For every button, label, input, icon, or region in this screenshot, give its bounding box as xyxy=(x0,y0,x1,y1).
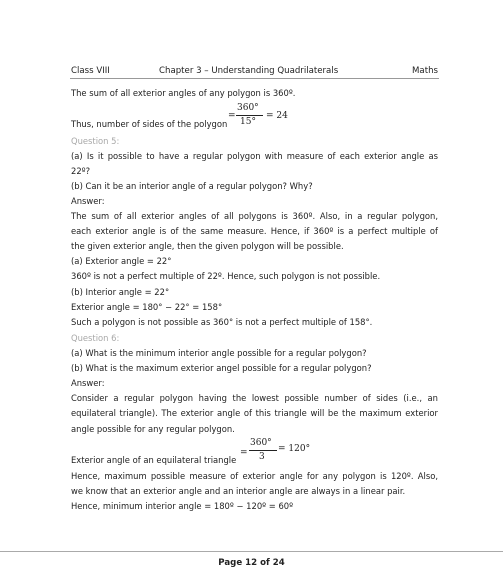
header-divider xyxy=(70,78,439,79)
header-subject: Maths xyxy=(412,66,438,76)
fraction-bar xyxy=(249,450,277,451)
fraction-numerator: 360° xyxy=(237,103,259,113)
fraction-bar xyxy=(236,115,263,116)
text-line: (b) Interior angle = 22° xyxy=(71,287,170,297)
question-heading: Question 5: xyxy=(71,136,120,146)
text-line: (a) Is it possible to have a regular polygon with measure of each exterior angle as xyxy=(71,151,438,161)
text-line: The sum of all exterior angles of all polygons is 360º. Also, in a regular polygon, xyxy=(71,211,438,221)
page-number: Page 12 of 24 xyxy=(218,558,285,568)
fraction-numerator: 360° xyxy=(250,438,272,448)
text-line: Exterior angle of an equilateral triangle xyxy=(71,455,237,465)
answer-label: Answer: xyxy=(71,378,105,388)
text-line: Consider a regular polygon having the lowest possible number of sides (i.e., an xyxy=(71,393,438,403)
text-line: The sum of all exterior angles of any polygon is 360º. xyxy=(71,88,296,98)
text-line: equilateral triangle). The exterior angle of this triangle will be the maximum exterior xyxy=(71,408,438,418)
fraction-result: = 120° xyxy=(278,444,311,454)
text-line: Such a polygon is not possible as 360° is not a perfect multiple of 158°. xyxy=(71,317,373,327)
fraction-equals: = xyxy=(240,448,248,458)
text-line: Exterior angle = 180° − 22° = 158° xyxy=(71,302,223,312)
answer-label: Answer: xyxy=(71,196,105,206)
header-class: Class VIII xyxy=(71,66,110,76)
text-line: Hence, maximum possible measure of exterior angle for any polygon is 120º. Also, xyxy=(71,471,438,481)
text-line: each exterior angle is of the same measure. Hence, if 360º is a perfect multiple of xyxy=(71,226,438,236)
text-line: (a) What is the minimum interior angle possible for a regular polygon? xyxy=(71,348,367,358)
text-line: 22º? xyxy=(71,166,91,176)
fraction-denominator: 3 xyxy=(259,452,265,462)
fraction-result: = 24 xyxy=(266,111,288,121)
fraction-denominator: 15° xyxy=(240,117,256,127)
text-line: angle possible for any regular polygon. xyxy=(71,424,235,434)
header-chapter: Chapter 3 – Understanding Quadrilaterals xyxy=(159,66,339,76)
footer-divider xyxy=(0,551,503,552)
text-line: Thus, number of sides of the polygon xyxy=(71,119,228,129)
text-line: Hence, minimum interior angle = 180º − 120º = 60º xyxy=(71,501,294,511)
text-line: (b) What is the maximum exterior angel possible for a regular polygon? xyxy=(71,363,372,373)
fraction-exterior-angle xyxy=(240,438,310,468)
text-line: 360º is not a perfect multiple of 22º. Hence, such polygon is not possible. xyxy=(71,271,381,281)
text-line: (b) Can it be an interior angle of a regular polygon? Why? xyxy=(71,181,313,191)
fraction-equals: = xyxy=(228,111,236,121)
question-heading: Question 6: xyxy=(71,333,120,343)
fraction-sides xyxy=(228,103,288,133)
text-line: we know that an exterior angle and an interior angle are always in a linear pair. xyxy=(71,486,406,496)
text-line: the given exterior angle, then the given polygon will be possible. xyxy=(71,241,344,251)
text-line: (a) Exterior angle = 22° xyxy=(71,256,172,266)
